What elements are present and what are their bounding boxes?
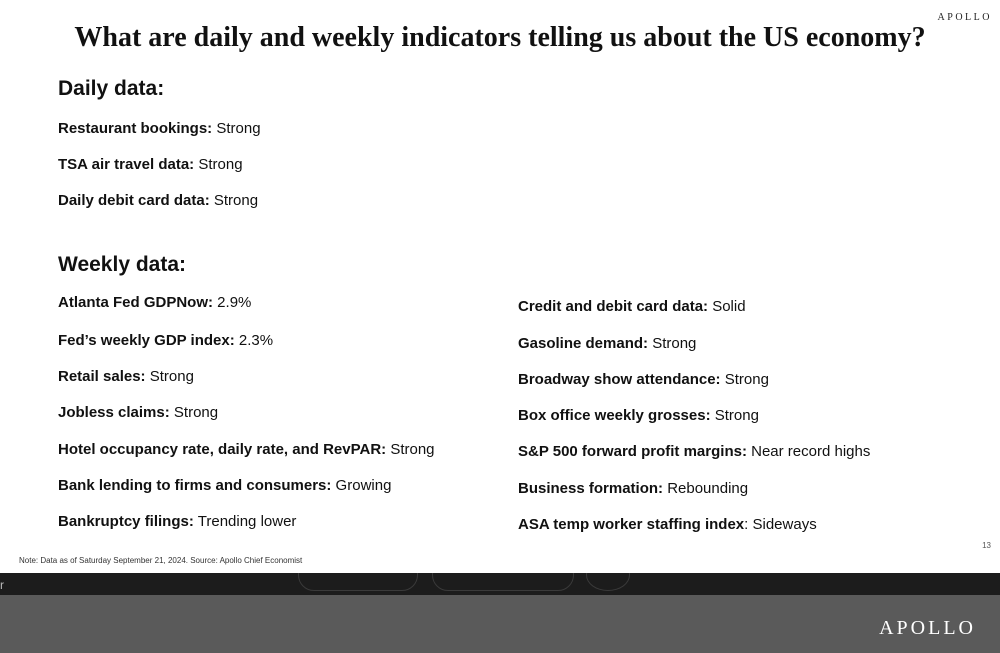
item-value: Strong bbox=[212, 120, 261, 137]
page-number: 13 bbox=[982, 541, 991, 550]
weekly-data-heading: Weekly data: bbox=[58, 253, 186, 276]
item-value: Strong bbox=[720, 371, 769, 388]
item-value: Strong bbox=[194, 156, 243, 173]
item-value: Strong bbox=[209, 192, 259, 209]
item-label: Box office weekly grosses: bbox=[518, 407, 711, 424]
weekly-item bbox=[58, 441, 435, 458]
item-value: 2.3% bbox=[234, 332, 274, 349]
weekly-item bbox=[518, 335, 696, 352]
item-label: Gasoline demand: bbox=[518, 335, 649, 352]
weekly-item bbox=[58, 368, 194, 385]
weekly-item bbox=[518, 371, 769, 388]
weekly-item bbox=[58, 404, 218, 421]
item-label: Credit and debit card data: bbox=[518, 298, 709, 315]
viewer-toolbar-strip bbox=[0, 573, 1000, 595]
item-label: Jobless claims: bbox=[58, 404, 170, 421]
weekly-item bbox=[58, 477, 391, 494]
apollo-logo-large: APOLLO bbox=[879, 617, 976, 639]
item-label: Bankruptcy filings: bbox=[58, 513, 194, 530]
item-label: Hotel occupancy rate, daily rate, and RevPAR: bbox=[58, 441, 387, 458]
item-label: ASA temp worker staffing index bbox=[518, 516, 745, 533]
weekly-item bbox=[58, 294, 251, 311]
item-value: : Sideways bbox=[744, 516, 817, 533]
toolbar-button-ghost[interactable] bbox=[432, 573, 574, 591]
weekly-item bbox=[518, 480, 748, 497]
item-value: Strong bbox=[169, 404, 219, 421]
weekly-item bbox=[518, 298, 746, 315]
toolbar-button-ghost[interactable] bbox=[298, 573, 418, 591]
daily-item bbox=[58, 120, 261, 137]
item-label: Restaurant bookings: bbox=[58, 120, 213, 137]
weekly-item bbox=[518, 443, 870, 460]
item-label: Retail sales: bbox=[58, 368, 146, 385]
item-value: Rebounding bbox=[663, 480, 749, 497]
item-value: Trending lower bbox=[193, 513, 297, 530]
item-value: Strong bbox=[145, 368, 194, 385]
item-label: Daily debit card data: bbox=[58, 192, 210, 209]
item-label: TSA air travel data: bbox=[58, 156, 195, 173]
item-label: S&P 500 forward profit margins: bbox=[518, 443, 747, 460]
item-value: Growing bbox=[331, 477, 392, 494]
slide-title: What are daily and weekly indicators telling us about the US economy? bbox=[74, 22, 926, 53]
footnote: Note: Data as of Saturday September 21, 2024. Source: Apollo Chief Economist bbox=[19, 556, 303, 565]
daily-item bbox=[58, 192, 258, 209]
item-value: Near record highs bbox=[746, 443, 871, 460]
item-value: Solid bbox=[708, 298, 746, 315]
item-value: 2.9% bbox=[213, 294, 252, 311]
item-label: Fed’s weekly GDP index: bbox=[58, 332, 235, 349]
item-value: Strong bbox=[386, 441, 435, 458]
item-label: Atlanta Fed GDPNow: bbox=[58, 294, 214, 311]
weekly-item bbox=[518, 407, 759, 424]
item-label: Broadway show attendance: bbox=[518, 371, 721, 388]
apollo-logo-small: APOLLO bbox=[937, 12, 992, 23]
edge-glyph: r bbox=[0, 578, 4, 592]
item-value: Strong bbox=[648, 335, 697, 352]
weekly-item bbox=[58, 513, 296, 530]
item-label: Bank lending to firms and consumers: bbox=[58, 477, 332, 494]
footer-banner bbox=[0, 595, 1000, 653]
weekly-item bbox=[58, 332, 273, 349]
daily-item bbox=[58, 156, 243, 173]
toolbar-circle-button-ghost[interactable] bbox=[586, 573, 630, 591]
item-label: Business formation: bbox=[518, 480, 664, 497]
item-value: Strong bbox=[710, 407, 759, 424]
weekly-item bbox=[518, 516, 817, 533]
daily-data-heading: Daily data: bbox=[58, 77, 165, 100]
